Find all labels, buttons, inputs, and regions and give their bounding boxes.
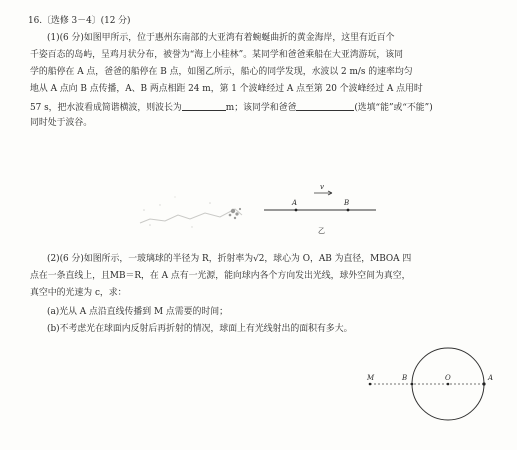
point-o-dot [447,383,450,386]
part2-line-1: (2)(6 分)如图所示，一玻璃球的半径为 R，折射率为√2，球心为 O，AB 为直径，MBOA 四 [47,254,412,264]
point-m-dot [369,383,372,386]
label-b-ball: B [402,374,408,382]
part2-line-2: 点在一条直线上，且MB＝R，在 A 点有一光源，能向球内各个方向发出光线，球外空间为真空， [30,271,411,281]
part1-line-2: 千姿百态的岛屿，呈鸡月状分布，被誉为“海上小桂林”。某同学和爸爸乘船在大亚湾游玩，该同 [30,50,403,60]
light-source-dot [482,382,485,385]
question-header: 16.〔选修 3－4〕(12 分) [28,16,131,26]
point-b-dot [347,209,350,212]
part1-line-5-start: 57 s，把水波看成简谐横波，则波长为 [30,103,182,113]
wavelength-blank[interactable] [182,101,226,111]
point-b-dot [411,383,414,386]
label-a: A [292,199,298,207]
part1-line-5 [30,101,433,114]
label-a-ball: A [488,374,494,382]
part1-line-1: (1)(6 分)如图甲所示，位于惠州东南部的大亚湾有着蜿蜒曲折的黄金海岸，这里有近百个 [47,33,395,43]
part2-line-3: 真空中的光速为 c，求： [30,288,127,298]
part1-line-5-end: (选填“能”或“不能”) [354,103,433,113]
part2-question-b: (b)不考虑光在球面内反射后再折射的情况，球面上有光线射出的面积有多大。 [47,324,353,334]
part1-line-5-mid: m；该同学和爸爸 [225,103,297,113]
part1-line-6: 同时处于波谷。 [30,118,93,128]
label-m: M [367,374,375,382]
figure-jia-photo [130,175,250,235]
caption-yi: 乙 [318,227,325,235]
part1-line-3: 学的船停在 A 点，爸爸的船停在 B 点，如图乙所示，船心的同学发现，水波以 2 m/s 的速率均匀 [30,67,413,77]
trough-answer-blank[interactable] [296,101,354,111]
part2-question-a: (a)光从 A 点沿直线传播到 M 点需要的时间； [47,307,228,317]
label-v: v [320,183,324,191]
part1-line-4: 地从 A 点向 B 点传播，A、B 两点相距 24 m，第 1 个波峰经过 A 点至第 20 个波峰经过 A 点用时 [30,84,423,94]
glass-ball-figure [362,346,498,426]
point-a-dot [295,209,298,212]
figure-yi-diagram [262,180,382,240]
label-b: B [344,199,350,207]
label-o: O [445,374,451,382]
